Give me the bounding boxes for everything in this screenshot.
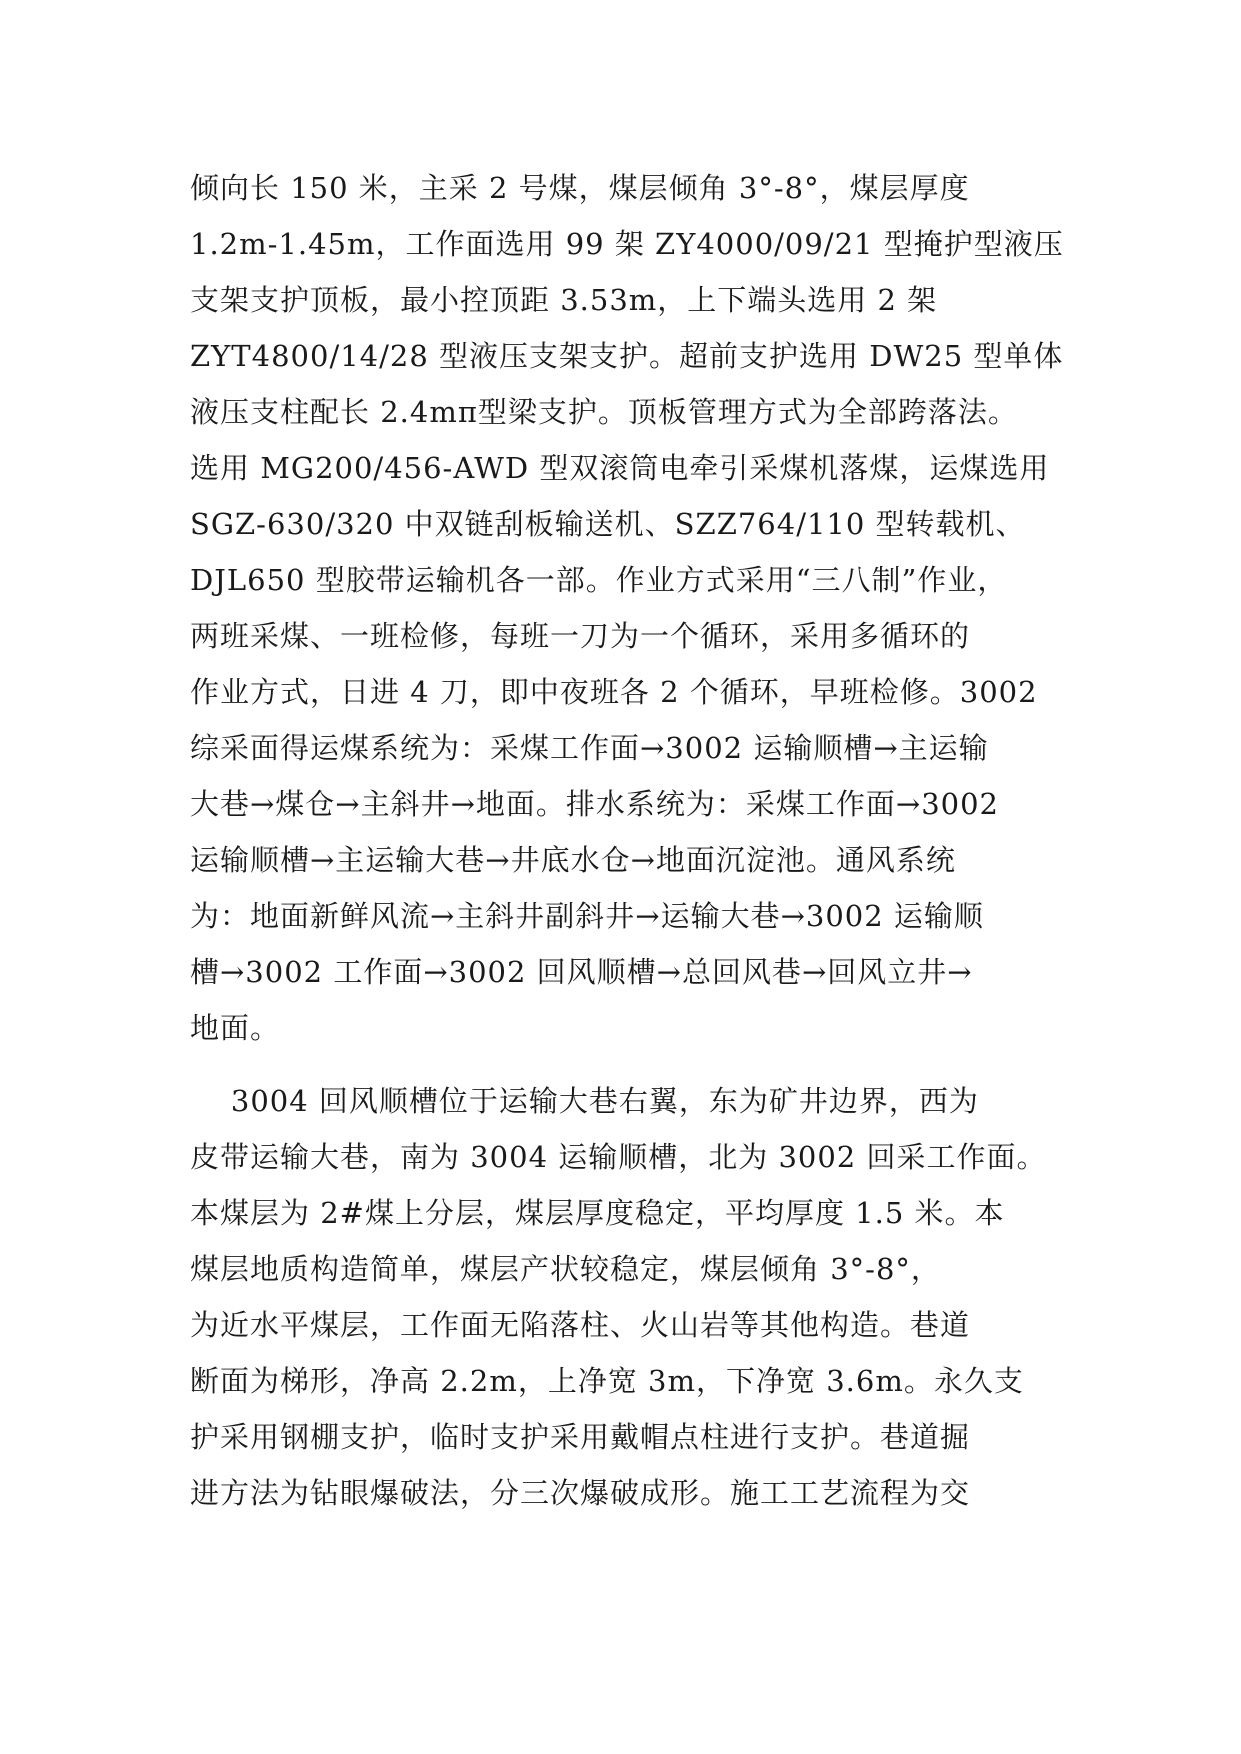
text-line: 槽→3002 工作面→3002 回风顺槽→总回风巷→回风立井→ [190,955,973,989]
text-line: 大巷→煤仓→主斜井→地面。排水系统为：采煤工作面→3002 [190,787,999,821]
text-line: 作业方式，日进 4 刀，即中夜班各 2 个循环，早班检修。3002 [190,675,1038,709]
paragraph-gap [190,1056,1060,1073]
text-line: ZYT4800/14/28 型液压支架支护。超前支护选用 DW25 型单体 [190,339,1064,373]
text-line: 综采面得运煤系统为：采煤工作面→3002 运输顺槽→主运输 [190,731,989,765]
text-line: 护采用钢棚支护，临时支护采用戴帽点柱进行支护。巷道掘 [190,1420,971,1454]
text-line: 支架支护顶板，最小控顶距 3.53m，上下端头选用 2 架 [190,283,938,317]
document-body [190,160,1064,1521]
text-line: 皮带运输大巷，南为 3004 运输顺槽，北为 3002 回采工作面。 [190,1140,1047,1174]
text-line: 进方法为钻眼爆破法，分三次爆破成形。施工工艺流程为交 [190,1476,971,1510]
text-line: 断面为梯形，净高 2.2m，上净宽 3m，下净宽 3.6m。永久支 [190,1364,1024,1398]
text-line: 地面。 [190,1011,281,1045]
text-line: DJL650 型胶带运输机各一部。作业方式采用“三八制”作业， [190,563,1008,597]
text-line: 选用 MG200/456-AWD 型双滚筒电牵引采煤机落煤，运煤选用 [190,451,1050,485]
text-line: 倾向长 150 米，主采 2 号煤，煤层倾角 3°-8°，煤层厚度 [190,171,970,205]
text-line: 两班采煤、一班检修，每班一刀为一个循环，采用多循环的 [190,619,971,653]
text-line: 液压支柱配长 2.4mπ型梁支护。顶板管理方式为全部跨落法。 [190,395,1018,429]
text-line: 为近水平煤层，工作面无陷落柱、火山岩等其他构造。巷道 [190,1308,971,1342]
text-line: 运输顺槽→主运输大巷→井底水仓→地面沉淀池。通风系统 [190,843,956,877]
paragraph-2 [190,1073,1060,1521]
text-line: 3004 回风顺槽位于运输大巷右翼，东为矿井边界，西为 [190,1084,979,1118]
text-line: 煤层地质构造简单，煤层产状较稳定，煤层倾角 3°-8°， [190,1252,941,1286]
text-line: 本煤层为 2#煤上分层，煤层厚度稳定，平均厚度 1.5 米。本 [190,1196,1005,1230]
paragraph-1 [190,160,1064,1056]
text-line: 1.2m-1.45m，工作面选用 99 架 ZY4000/09/21 型掩护型液压 [190,227,1064,261]
text-line: SGZ-630/320 中双链刮板输送机、SZZ764/110 型转载机、 [190,507,1026,541]
text-line: 为：地面新鲜风流→主斜井副斜井→运输大巷→3002 运输顺 [190,899,984,933]
